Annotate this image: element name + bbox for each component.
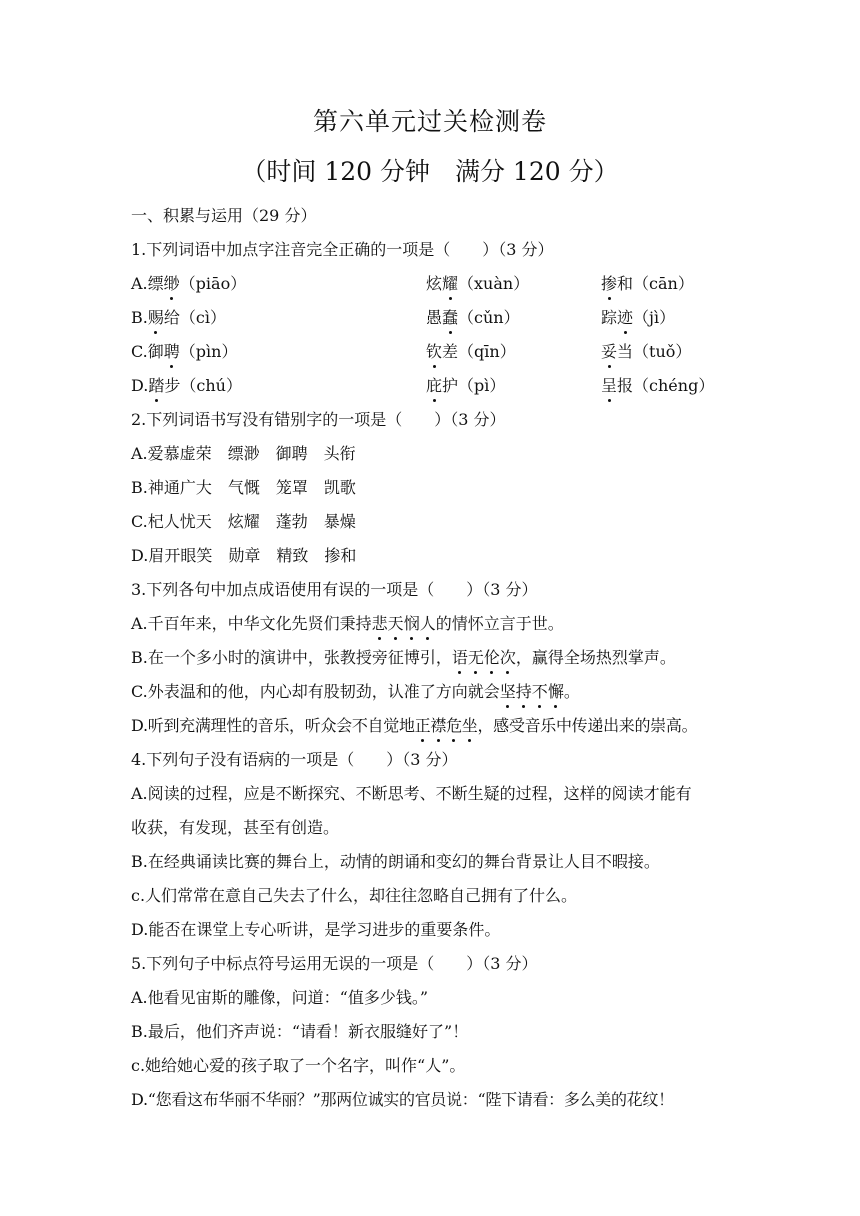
q4-option-c: c.人们常常在意自己失去了什么，却往往忽略自己拥有了什么。 [131,886,578,905]
dotted-char: 蠢 [442,306,458,330]
dotted-char: 人 [420,612,436,636]
dotted-idiom [452,648,516,667]
pinyin: （cì） [179,308,226,327]
dotted-char: 坐 [462,714,478,738]
question-2-stem: 2.下列词语书写没有错别字的一项是（ ）（3 分） [131,410,506,429]
word-char: 差 [442,342,459,361]
sentence-text: A.千百年来，中华文化先贤们秉持 [131,614,372,633]
pinyin: （piāo） [179,274,247,293]
question-4-stem: 4.下列句子没有语病的一项是（ ）（3 分） [131,750,458,769]
pinyin: （pìn） [179,342,238,361]
q2-option-c: C.杞人忧天 炫耀 蓬勃 暴燥 [131,512,356,531]
dotted-char: 坚 [500,680,516,704]
question-3-stem: 3.下列各句中加点成语使用有误的一项是（ ）（3 分） [131,580,538,599]
dotted-char: 呈 [601,374,617,398]
dotted-char: 次 [500,646,516,670]
pinyin: （pì） [458,376,506,395]
pinyin: （xuàn） [458,274,530,293]
sentence-text: B.在一个多小时的演讲中，张教授旁征博引， [131,648,452,667]
q2-option-b: B.神通广大 气慨 笼罩 凯歌 [131,478,356,497]
q5-option-d: D.“您看这布华丽不华丽？”那两位诚实的官员说：“陛下请看：多么美的花纹！ [131,1090,674,1109]
q3-option-a [131,612,750,636]
dotted-char: 语 [452,646,468,670]
sentence-text: C.外表温和的他，内心却有股韧劲，认准了方向就会 [131,682,500,701]
word-char: 缥 [147,274,164,293]
word-char: 步 [164,376,181,395]
option-label: B. [131,308,148,327]
dotted-idiom [415,716,478,735]
q2-option-d: D.眉开眼笑 勋章 精致 掺和 [131,546,357,565]
word-char: 当 [617,342,634,361]
dotted-char: 天 [388,612,404,636]
q3-option-d [131,714,750,738]
question-1-stem: 1.下列词语中加点字注音完全正确的一项是（ ）（3 分） [131,240,554,259]
dotted-char: 迹 [617,306,633,330]
dotted-char: 缈 [164,272,180,296]
pinyin: （jì） [633,308,676,327]
q1-option-b [131,306,750,330]
q5-option-b: B.最后，他们齐声说：“请看！新衣服缝好了”！ [131,1022,469,1041]
pinyin: （tuǒ） [633,342,692,361]
dotted-char: 持 [516,680,532,704]
dotted-char: 掺 [601,272,617,296]
dotted-char: 赐 [148,306,164,330]
dotted-char: 悯 [404,612,420,636]
page-title: 第六单元过关检测卷 [312,107,547,136]
dotted-char: 庇 [426,374,442,398]
sentence-text: 。 [563,682,580,701]
sentence-text: D.听到充满理性的音乐，听众会不自觉地 [131,716,415,735]
dotted-char: 正 [415,714,431,738]
sentence-text: 的情怀立言于世。 [435,614,564,633]
q5-option-a: A.他看见宙斯的雕像，问道：“值多少钱。” [131,988,429,1007]
word-char: 愚 [426,308,443,327]
q3-option-c [131,680,750,704]
option-label: D. [131,376,149,395]
question-5-stem: 5.下列句子中标点符号运用无误的一项是（ ）（3 分） [131,954,538,973]
dotted-char: 悲 [372,612,388,636]
q1-option-a [131,272,750,296]
option-label: A. [131,274,148,293]
word-char: 给 [163,308,180,327]
dotted-char: 踏 [148,374,164,398]
word-char: 御 [147,342,164,361]
word-char: 护 [442,376,459,395]
dotted-char: 聘 [164,340,180,364]
word-char: 和 [617,274,634,293]
word-char: 报 [617,376,634,395]
q1-option-c [131,340,750,364]
option-label: C. [131,342,148,361]
q1-option-d [131,374,750,398]
pinyin: （chéng） [633,376,715,395]
q5-option-c: c.她给她心爱的孩子取了一个名字，叫作“人”。 [131,1056,466,1075]
pinyin: （cān） [633,274,694,293]
pinyin: （chú） [180,376,242,395]
page-subtitle: （时间 120 分钟 满分 120 分） [241,157,619,186]
q4-option-b: B.在经典诵读比赛的舞台上，动情的朗诵和变幻的舞台背景让人目不暇接。 [131,852,660,871]
word-char: 炫 [426,274,443,293]
q3-option-b [131,646,750,670]
dotted-char: 不 [532,680,548,704]
dotted-idiom [500,682,564,701]
word-char: 踪 [601,308,618,327]
dotted-char: 危 [446,714,462,738]
dotted-char: 伦 [484,646,500,670]
dotted-char: 懈 [548,680,564,704]
dotted-char: 耀 [442,272,458,296]
section-heading: 一、积累与运用（29 分） [131,206,317,225]
pinyin: （qīn） [458,342,516,361]
q4-option-a-line2: 收获，有发现，甚至有创造。 [131,818,340,837]
dotted-char: 襟 [430,714,446,738]
dotted-char: 无 [468,646,484,670]
pinyin: （cǔn） [458,308,520,327]
dotted-char: 妥 [601,340,617,364]
q4-option-d: D.能否在课堂上专心听讲，是学习进步的重要条件。 [131,920,501,939]
sentence-text: ，感受音乐中传递出来的崇高。 [477,716,698,735]
dotted-char: 钦 [426,340,442,364]
q2-option-a: A.爱慕虚荣 缥渺 御聘 头衔 [131,444,356,463]
q4-option-a-line1: A.阅读的过程，应是不断探究、不断思考、不断生疑的过程，这样的阅读才能有 [131,784,692,803]
dotted-idiom [372,614,436,633]
sentence-text: ，赢得全场热烈掌声。 [515,648,676,667]
